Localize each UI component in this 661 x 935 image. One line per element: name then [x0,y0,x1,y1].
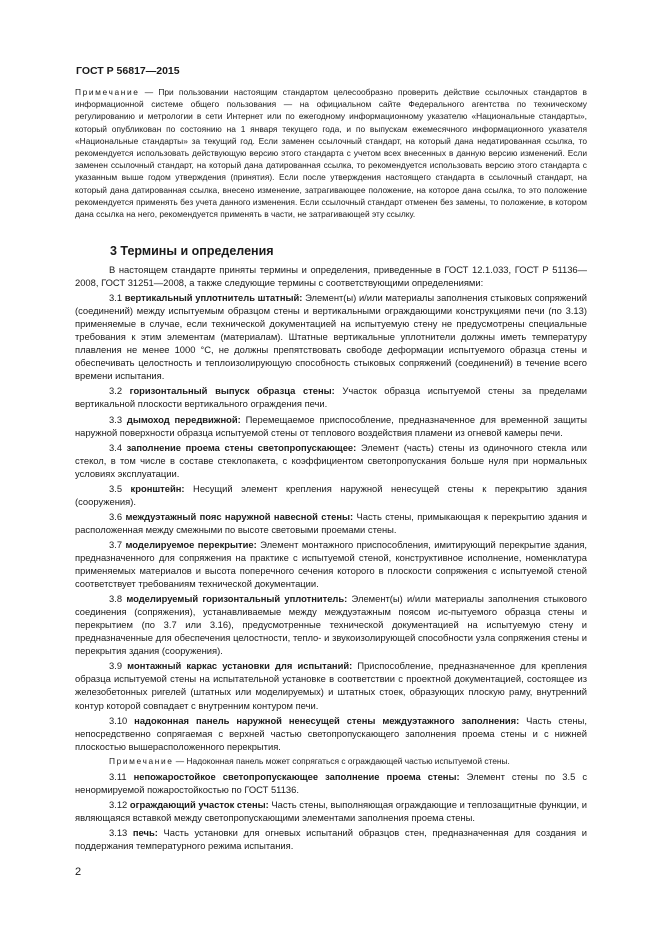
term-number: 3.13 [109,826,133,838]
note-text: — При пользовании настоящим стандартом целесообразно проверить действие ссылочных стандартов в информационной системе общего пользования — на официальном сайте Федерального агентства по техническому регулированию и метрологии в сети Интернет или по ежегодному информационному указателю «Национальные стандарты», который опубликован по состоянию на 1 января текущего года, и по выпускам ежемесячного информационного указателя «Национальные стандарты» за текущий год. Если заменен ссылочный стандарт, на который дана недатированная ссылка, то рекомендуется использовать действующую версию этого стандарта с учетом всех внесенных в данную версию изменений. Если заменен ссылочный стандарт, на который дана датированная ссылка, то рекомендуется использовать версию этого стандарта с указанным выше годом утверждения (принятия). Если после утверждения настоящего стандарта в ссылочный стандарт, на который дана датированная ссылка, внесено изменение, затрагивающее положение, на которое дана ссылка, то это положение рекомендуется применять без учета данного изменения. Если ссылочный стандарт отменен без замены, то положение, в котором дана ссылка на него, рекомендуется применять в части, не затрагивающей эту ссылку. [75,87,587,220]
term-text: Элемент(ы) и/или материалы заполнения стыкового соединения (сопряжения), устанавливаемые между междуэтажным поясом ис-пытуемого образца стены и перекрытием (по 3.7 или 3.16), предусмотренные технической документацией на испытуемую стену и предназначенные для обеспечения целостности, тепло- и звукоизолирующей способности узла сопряжения стены и перекрытия здания (сооружения). [75,593,587,657]
section-intro: В настоящем стандарте приняты термины и определения, приведенные в ГОСТ 12.1.033, ГОСТ Р 51136—2008, ГОСТ 31251—2008, а также следующие термины с соответствующими определениями: [75,264,587,289]
term-text: Часть стены, выполняющая ограждающие и теплозащитные функции, и являющаяся вставкой между светопропускающими элементами заполнения проема стены. [75,798,587,823]
document-header: ГОСТ Р 56817—2015 [76,65,180,77]
term-text: Элемент стены по 3.5 с ненормируемой пожаростойкостью по ГОСТ 51136. [75,770,588,795]
term-number: 3.5 [109,482,131,494]
term-name: надоконная панель наружной ненесущей стены междуэтажного заполнения: [134,714,520,726]
note-text: — Надоконная панель может сопрягаться с ограждающей частью испытуемой стены. [173,755,510,766]
term-number: 3.12 [109,798,130,810]
note-label: Примечание [75,87,140,97]
term-definition [75,659,587,711]
term-name: дымоход передвижной: [126,413,241,425]
term-definition [75,384,587,410]
term-text: Часть стены, непосредственно сопрягаемая с верхней частью светопропускающего заполнения проема стены и с нижней плоскостью вышерасположенного перекрытия. [75,714,588,752]
term-text: Несущий элемент крепления наружной ненесущей стены к перекрытию здания (сооружения). [75,482,587,507]
term-name: междуэтажный пояс наружной навесной стены: [125,510,354,522]
term-definition [75,538,587,590]
terms-list-2 [75,770,587,852]
term-name: ограждающий участок стены: [129,798,269,810]
term-definition [75,798,587,824]
term-number: 3.7 [109,538,126,550]
term-text: Приспособление, предназначенное для крепления образца испытуемой стены на испытательной установке в соответствии с проектной документацией, состоящее из железобетонных ригелей (штатных или моделируемых) и штатных стоек, образующих плоскую раму, внутренний контур которой совпадает с внутренним контуром печи. [75,660,587,711]
term-text: Часть стены, примыкающая к перекрытию здания и расположенная между смежными по высоте световыми проемами стены. [75,510,587,535]
term-definition [75,510,587,536]
term-number: 3.1 [109,292,125,304]
terms-list [75,291,587,753]
term-name: монтажный каркас установки для испытаний: [127,660,353,672]
term-text: Элемент (часть) стены из одиночного стекла или стекол, в том числе в составе стеклопакета, с коэффициентом светопропускания больше нуля при нормальных условиях эксплуатации. [75,441,588,479]
term-text: Часть установки для огневых испытаний образцов стен, предназначенная для создания и поддержания температурного режима испытания. [75,826,588,851]
term-text: Элемент(ы) и/или материалы заполнения стыковых сопряжений (соединений) между испытуемым образцом стены и вертикальными ограждающими конструкциями печи (по 3.13) применяемые в случае, если технической документацией на испытуемую стену не предусмотрены специальные требования к этим элементам (материалам). Штатные вертикальные уплотнители должны иметь температуру плавления не менее 1000 °С, не должны препятствовать свободе деформации испытуемого образца стены и обеспечивать целостность и теплоизолирующую способность стыковых сопряжений (соединений) в течение всего времени испытания. [75,292,588,382]
term-definition [75,714,587,753]
term-definition [75,413,587,439]
note-label: Примечание [109,755,174,766]
term-number: 3.10 [109,714,135,726]
term-name: моделируемое перекрытие: [125,538,257,550]
term-number: 3.11 [109,770,134,782]
term-definition [75,592,587,657]
term-text: Участок образца испытуемой стены за пределами вертикальной плоскости вертикального ограждения печи. [75,385,588,410]
term-name: моделируемый горизонтальный уплотнитель: [126,593,348,605]
term-text: Элемент монтажного приспособления, имитирующий перекрытие здания, предназначенного для сопряжения на практике с испытуемой стеной, конструктивное исполнение, номенклатура применяемых материалов и высота поперечного сечения которого в плоскости сопряжения с испытуемой стеной соответствует требованиям технической документации. [75,538,588,590]
term-number: 3.3 [109,413,127,425]
term-name: горизонтальный выпуск образца стены: [129,385,335,397]
term-definition [75,826,587,852]
term-name: заполнение проема стены светопропускающее: [126,441,357,453]
page-number: 2 [75,866,82,878]
term-number: 3.2 [109,385,130,397]
term-number: 3.8 [109,593,127,605]
term-name: кронштейн: [130,482,185,494]
term-note [75,755,587,767]
term-name: вертикальный уплотнитель штатный: [124,292,303,304]
term-name: непожаростойкое светопропускающее заполнение проема стены: [133,770,460,782]
section-title: 3 Термины и определения [110,244,274,258]
term-number: 3.6 [109,510,126,522]
term-definition [75,482,587,508]
term-text: Перемещаемое приспособление, предназначенное для временной защиты наружной поверхности образца испытуемой стены от теплового воздействия пламени из огневой камеры печи. [75,413,587,438]
term-number: 3.9 [109,660,128,672]
term-number: 3.4 [109,441,127,453]
term-name: печь: [132,826,158,838]
term-definition [75,291,587,382]
reference-note [75,86,587,220]
term-definition [75,441,587,480]
section-body [75,263,587,854]
term-definition [75,770,587,796]
